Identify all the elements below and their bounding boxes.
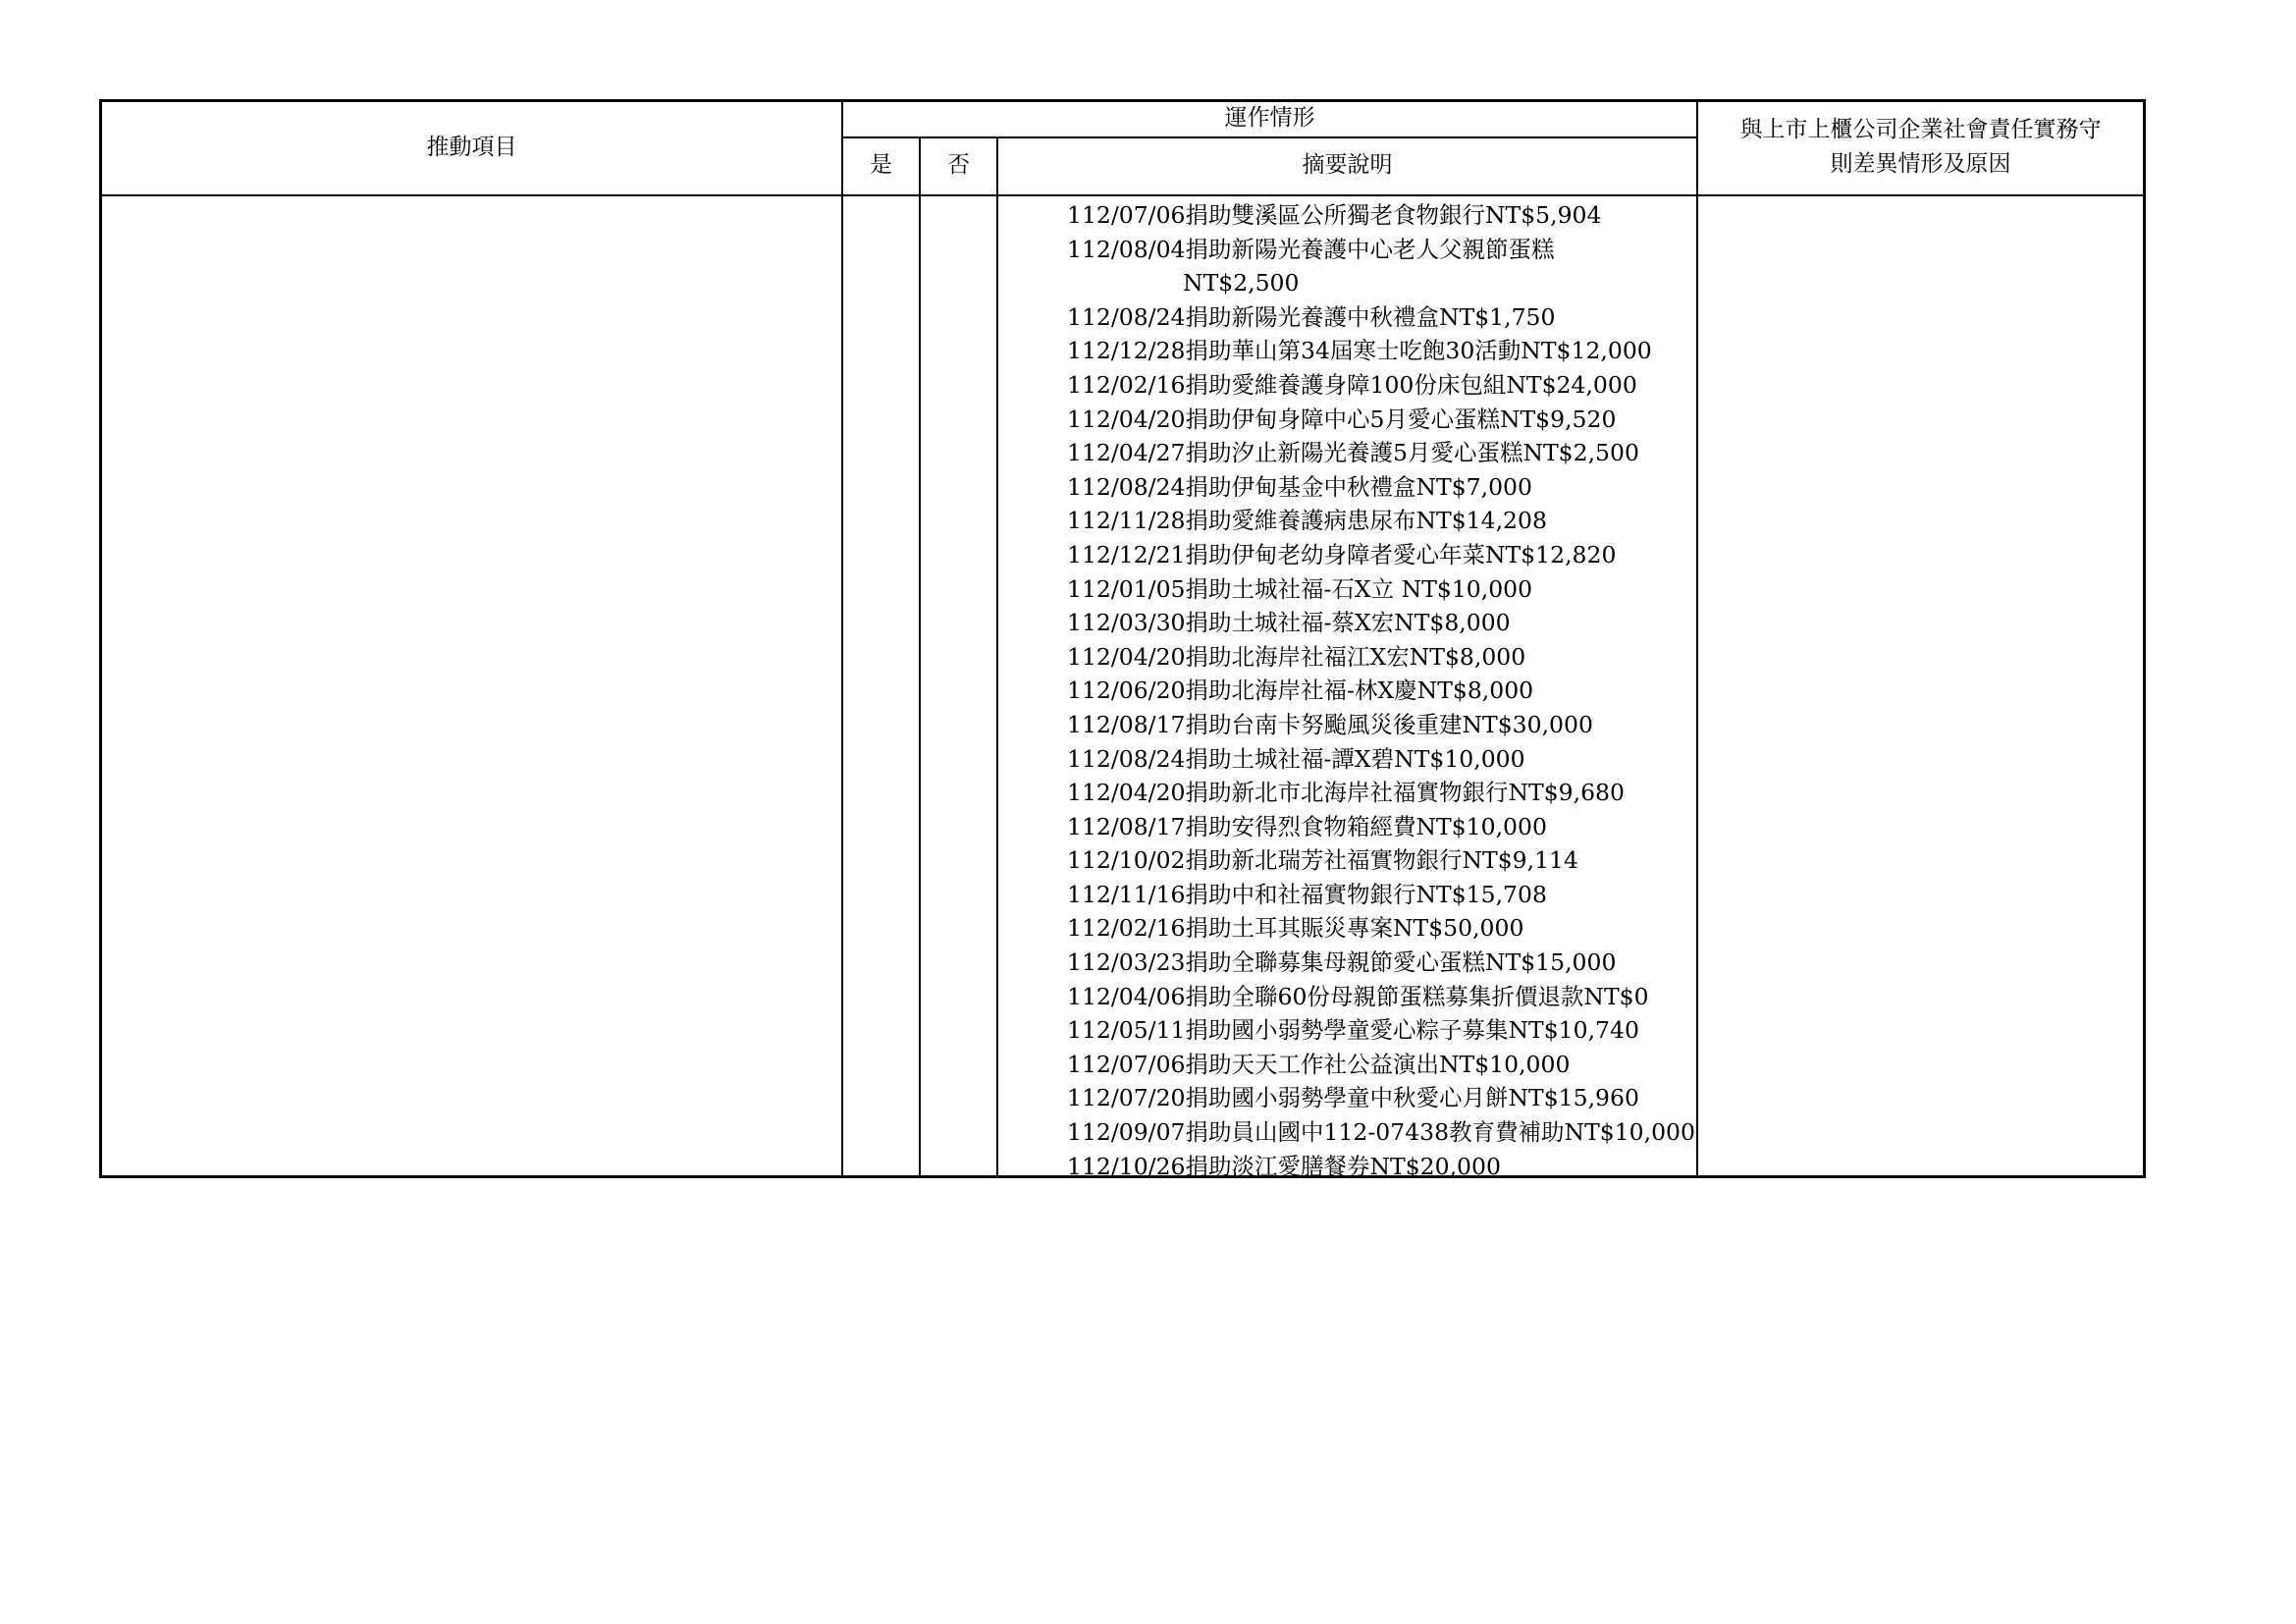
table-border-left	[99, 99, 102, 1178]
list-item: 112/01/05捐助土城社福-石X立 NT$10,000	[1067, 574, 1533, 603]
list-item: 112/04/06捐助全聯60份母親節蛋糕募集折價退款NT$0	[1067, 982, 1649, 1010]
column-divider-no	[996, 137, 998, 1178]
list-item-continuation: NT$2,500	[1183, 269, 1300, 298]
list-item: 112/08/24捐助土城社福-譚X碧NT$10,000	[1067, 744, 1525, 773]
list-item: 112/03/30捐助土城社福-蔡X宏NT$8,000	[1067, 609, 1511, 637]
header-no-label: 否	[947, 152, 970, 178]
list-item: 112/04/20捐助新北市北海岸社福實物銀行NT$9,680	[1067, 779, 1625, 807]
header-deviation-label-line2: 則差異情形及原因	[1830, 151, 2011, 177]
list-item: 112/07/06捐助天天工作社公益演出NT$10,000	[1067, 1050, 1571, 1078]
list-item: 112/08/24捐助伊甸基金中秋禮盒NT$7,000	[1067, 472, 1532, 501]
list-item: 112/10/26捐助淡江愛膳餐券NT$20,000	[1067, 1152, 1501, 1180]
header-yes-label: 是	[870, 152, 892, 178]
header-operation-label: 運作情形	[1224, 105, 1315, 131]
list-item: 112/08/17捐助台南卡努颱風災後重建NT$30,000	[1067, 710, 1593, 738]
list-item: 112/04/20捐助北海岸社福江X宏NT$8,000	[1067, 642, 1526, 671]
table-border-right	[2143, 99, 2146, 1178]
column-divider-summary	[1696, 99, 1698, 1178]
column-divider-yes	[919, 137, 921, 1178]
list-item: 112/08/24捐助新陽光養護中秋禮盒NT$1,750	[1067, 302, 1556, 331]
column-divider-item	[841, 99, 843, 1178]
list-item: 112/08/04捐助新陽光養護中心老人父親節蛋糕	[1067, 235, 1555, 263]
donation-entries-list	[1067, 198, 1695, 1183]
list-item: 112/11/16捐助中和社福實物銀行NT$15,708	[1067, 880, 1547, 908]
list-item: 112/07/20捐助國小弱勢學童中秋愛心月餅NT$15,960	[1067, 1084, 1639, 1112]
list-item: 112/02/16捐助愛維養護身障100份床包組NT$24,000	[1067, 370, 1637, 399]
list-item: 112/12/28捐助華山第34屆寒士吃飽30活動NT$12,000	[1067, 337, 1652, 365]
operation-subheader-divider	[841, 136, 1697, 138]
list-item: 112/12/21捐助伊甸老幼身障者愛心年菜NT$12,820	[1067, 540, 1617, 568]
list-item: 112/05/11捐助國小弱勢學童愛心粽子募集NT$10,740	[1067, 1016, 1639, 1045]
list-item: 112/04/27捐助汐止新陽光養護5月愛心蛋糕NT$2,500	[1067, 439, 1639, 467]
header-deviation-label-line1: 與上市上櫃公司企業社會責任實務守	[1739, 117, 2102, 142]
header-summary-label: 摘要說明	[1302, 152, 1393, 178]
list-item: 112/06/20捐助北海岸社福-林X慶NT$8,000	[1067, 677, 1534, 705]
header-divider	[99, 194, 2146, 196]
list-item: 112/02/16捐助土耳其賑災專案NT$50,000	[1067, 914, 1524, 943]
list-item: 112/07/06捐助雙溪區公所獨老食物銀行NT$5,904	[1067, 201, 1602, 229]
list-item: 112/03/23捐助全聯募集母親節愛心蛋糕NT$15,000	[1067, 948, 1617, 977]
header-item-label: 推動項目	[426, 135, 517, 160]
list-item: 112/09/07捐助員山國中112-07438教育費補助NT$10,000	[1067, 1118, 1695, 1147]
list-item: 112/08/17捐助安得烈食物箱經費NT$10,000	[1067, 812, 1547, 840]
list-item: 112/10/02捐助新北瑞芳社福實物銀行NT$9,114	[1067, 846, 1578, 875]
list-item: 112/11/28捐助愛維養護病患尿布NT$14,208	[1067, 507, 1547, 535]
list-item: 112/04/20捐助伊甸身障中心5月愛心蛋糕NT$9,520	[1067, 405, 1617, 433]
table-border-top	[99, 99, 2146, 102]
